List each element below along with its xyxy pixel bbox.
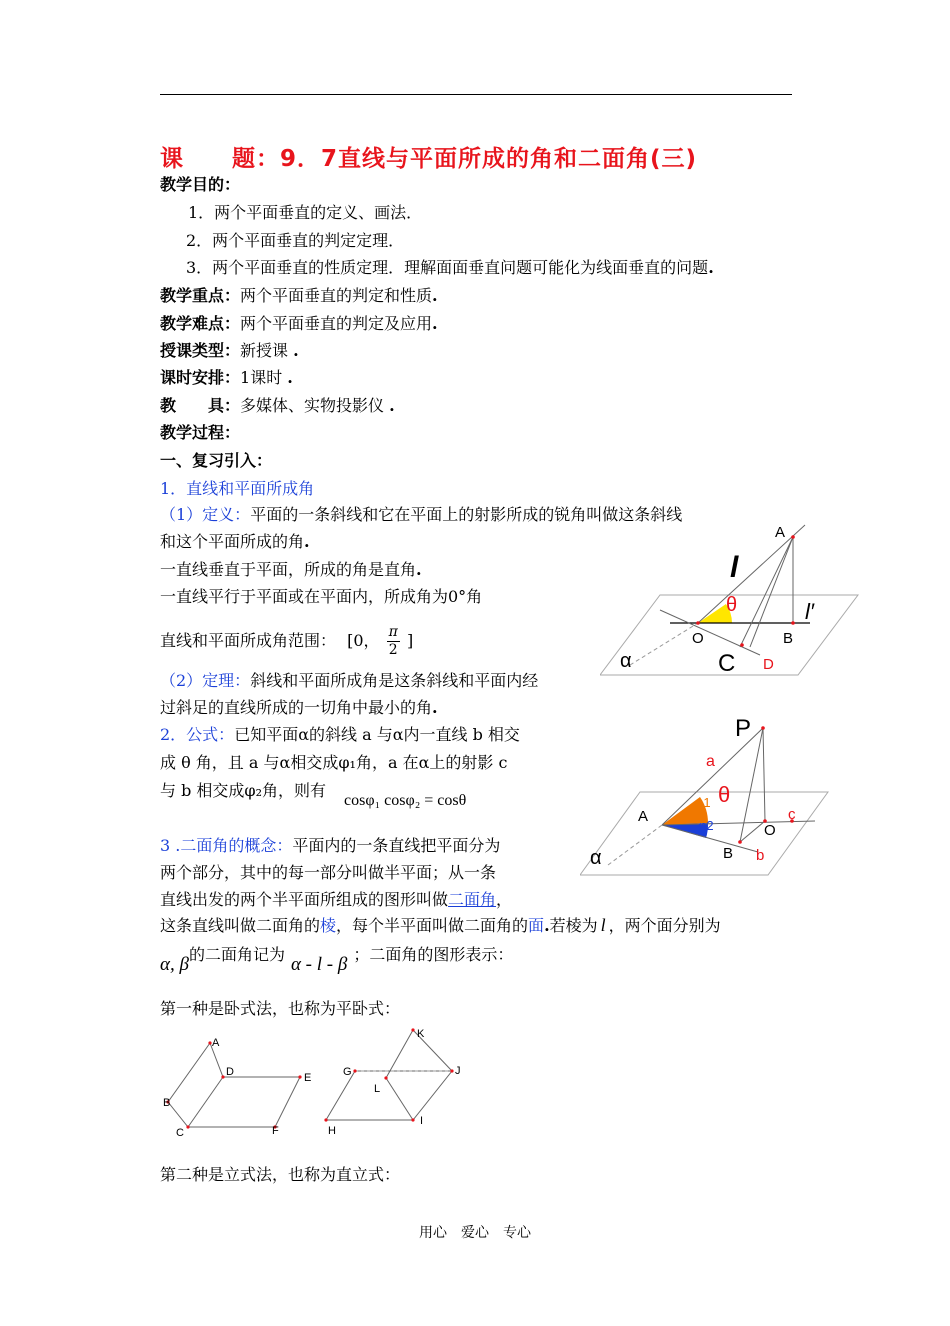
line-kli bbox=[386, 1030, 413, 1120]
theorem-cont: 过斜足的直线所成的一切角中最小的角. bbox=[160, 698, 438, 717]
label-b-line: b bbox=[756, 847, 765, 864]
label-b: B bbox=[163, 1097, 171, 1109]
point-o bbox=[696, 621, 700, 625]
angle-range: 直线和平面所成角范围： [0， $\frac{\pi}{2}$ ] bbox=[160, 624, 414, 658]
line-pb bbox=[740, 728, 763, 842]
label-l: L bbox=[374, 1083, 381, 1095]
point-e bbox=[298, 1075, 301, 1078]
dihedral-def: 3 .二面角的概念：平面内的一条直线把平面分为 bbox=[160, 836, 501, 855]
point-h bbox=[324, 1118, 327, 1121]
point-c bbox=[186, 1125, 189, 1128]
second-form-label: 第二种是立式法，也称为直立式： bbox=[160, 1165, 401, 1184]
label-o: O bbox=[764, 822, 776, 839]
dihedral-line-4: 这条直线叫做二面角的棱，每个半平面叫做二面角的面.若棱为 l ，两个面分别为 bbox=[160, 915, 721, 935]
dihedral-line-2: 两个部分，其中的每一部分叫做半平面；从一条 bbox=[160, 863, 497, 882]
page-title: 课 题：9．7直线与平面所成的角和二面角(三) bbox=[160, 146, 698, 172]
label-alpha: α bbox=[590, 847, 602, 869]
label-a-point: A bbox=[638, 808, 649, 825]
point-g bbox=[353, 1069, 356, 1072]
process-label: 教学过程： bbox=[160, 423, 241, 442]
point-d bbox=[221, 1075, 224, 1078]
point-b bbox=[738, 840, 742, 844]
goals-label: 教学目的： bbox=[160, 175, 241, 194]
lesson-hours: 课时安排：1课时 . bbox=[160, 368, 293, 387]
label-a: A bbox=[212, 1037, 220, 1049]
difficult-points: 教学难点：两个平面垂直的判定及应用. bbox=[160, 314, 438, 333]
definition: （1）定义：平面的一条斜线和它在平面上的射影所成的锐角叫做这条斜线 bbox=[160, 505, 683, 524]
dashed-line bbox=[630, 623, 698, 665]
label-d: D bbox=[226, 1066, 234, 1078]
label-c: C bbox=[176, 1127, 184, 1139]
label-f: F bbox=[272, 1125, 279, 1137]
label-a: A bbox=[775, 524, 786, 541]
dihedral-line-3: 直线出发的两个半平面所组成的图形叫做二面角， bbox=[160, 890, 513, 909]
dihedral-left-shape bbox=[168, 1043, 300, 1127]
formula-line-3: 与 b 相交成φ₂角，则有 bbox=[160, 781, 327, 800]
label-d: D bbox=[763, 656, 774, 673]
perpendicular-po bbox=[763, 728, 765, 821]
dihedral-left-edge bbox=[188, 1077, 223, 1127]
label-l-prime: l′ bbox=[805, 599, 815, 624]
point-b bbox=[791, 621, 795, 625]
key-points: 教学重点：两个平面垂直的判定和性质. bbox=[160, 286, 438, 305]
label-l: l bbox=[730, 551, 739, 584]
label-e: E bbox=[304, 1072, 312, 1084]
theorem: （2）定理：斜线和平面所成角是这条斜线和平面内经 bbox=[160, 671, 539, 690]
label-c: c bbox=[788, 806, 796, 823]
parallel-note: 一直线平行于平面或在平面内，所成角为0°角 bbox=[160, 587, 483, 606]
slant-line bbox=[698, 525, 805, 623]
dihedral-line-5: α, β的二面角记为 α - l - β ；二面角的图形表示： bbox=[160, 945, 514, 975]
figure-line-plane-angle bbox=[600, 515, 870, 685]
point-k bbox=[411, 1028, 414, 1031]
header-rule bbox=[160, 94, 792, 95]
label-p: P bbox=[735, 715, 752, 742]
label-theta: θ bbox=[726, 594, 738, 616]
label-alpha: α bbox=[620, 650, 632, 672]
label-phi1: φ1 bbox=[695, 795, 711, 810]
figure-dihedral-horizontal bbox=[158, 1020, 478, 1145]
point-j bbox=[450, 1069, 453, 1072]
point-p bbox=[761, 726, 765, 730]
label-a-line: a bbox=[706, 753, 715, 770]
label-k: K bbox=[417, 1028, 425, 1040]
item-line-plane-angle: 1．直线和平面所成角 bbox=[160, 479, 315, 498]
section-review: 一、复习引入： bbox=[160, 451, 273, 470]
formula-intro: 2．公式：已知平面α的斜线 a 与α内一直线 b 相交 bbox=[160, 725, 520, 744]
label-c: C bbox=[718, 650, 736, 677]
footer: 用心 爱心 专心 bbox=[419, 1225, 531, 1241]
label-b: B bbox=[783, 630, 794, 647]
goal-2: 2．两个平面垂直的判定定理． bbox=[186, 231, 405, 250]
point-l bbox=[384, 1076, 387, 1079]
label-g: G bbox=[343, 1066, 352, 1078]
label-h: H bbox=[328, 1125, 336, 1137]
label-phi2: φ2 bbox=[698, 818, 714, 833]
goal-1: 1．两个平面垂直的定义、画法． bbox=[188, 203, 423, 222]
lesson-tools: 教 具：多媒体、实物投影仪 . bbox=[160, 396, 395, 415]
dihedral-right-base bbox=[326, 1071, 452, 1120]
lesson-type: 授课类型：新授课 . bbox=[160, 341, 299, 360]
label-o: O bbox=[692, 630, 704, 647]
goal-3: 3．两个平面垂直的性质定理．理解面面垂直问题可能化为线面垂直的问题. bbox=[186, 258, 714, 277]
label-i: I bbox=[420, 1115, 424, 1127]
point-d bbox=[740, 643, 744, 647]
first-form-label: 第一种是卧式法，也称为平卧式： bbox=[160, 999, 401, 1018]
label-theta: θ bbox=[718, 782, 731, 807]
point-a bbox=[791, 535, 795, 539]
figure-cosine-formula bbox=[580, 710, 840, 880]
formula-line-2: 成 θ 角，且 a 与α相交成φ₁角，a 在α上的射影 c bbox=[160, 753, 508, 772]
cos-formula: cosφ₁ cosφ₂ = cosθ bbox=[344, 792, 467, 809]
point-i bbox=[411, 1118, 414, 1121]
definition-cont: 和这个平面所成的角. bbox=[160, 532, 310, 551]
perpendicular-note: 一直线垂直于平面，所成的角是直角. bbox=[160, 560, 422, 579]
label-b-point: B bbox=[723, 845, 734, 862]
label-j: J bbox=[455, 1065, 461, 1077]
dashed-line bbox=[608, 825, 662, 865]
line-a bbox=[662, 728, 763, 825]
